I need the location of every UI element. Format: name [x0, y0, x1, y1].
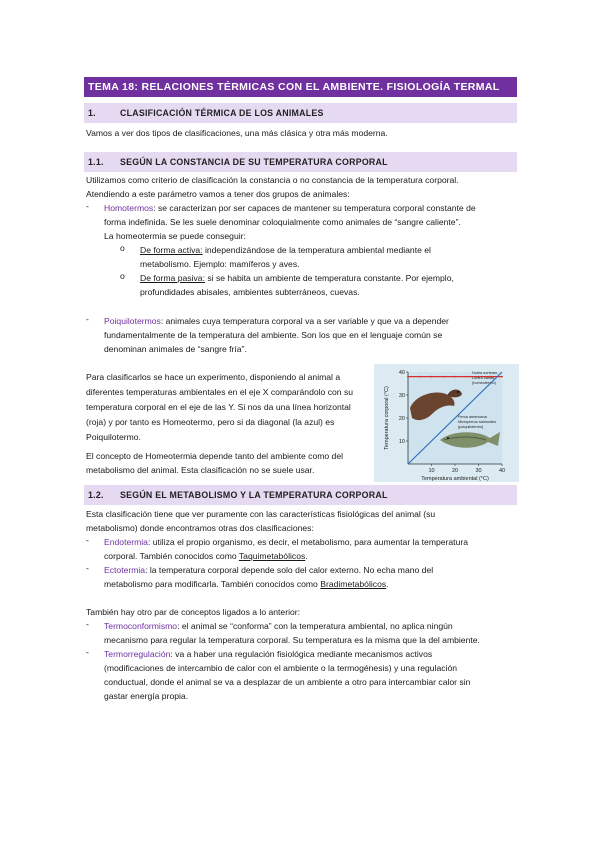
data-point [466, 376, 468, 378]
homotermos-term: Homotermos [104, 203, 154, 213]
data-point [431, 376, 433, 378]
data-point [442, 376, 444, 378]
y-tick-label: 40 [398, 370, 405, 376]
section-1-heading [84, 103, 517, 123]
concept-line: El concepto de Homeotermia depende tanto del ambiente como del [86, 451, 344, 461]
pasiva-term: De forma pasiva: [140, 273, 205, 283]
termoconformismo-term: Termoconformismo [104, 621, 178, 631]
series-label: Perca americana [458, 415, 487, 419]
x-tick-label: 20 [451, 468, 459, 474]
section-1-2-title: SEGÚN EL METABOLISMO Y LA TEMPERATURA CORPORAL [120, 490, 388, 500]
section-1-2-heading [84, 485, 517, 505]
ectotermia-line-2 [104, 577, 389, 591]
data-point [407, 376, 409, 378]
y-tick-label: 20 [398, 416, 405, 422]
taquimetabolicos-term: Taquimetabólicos [238, 551, 306, 561]
termorregulacion-term: Termorregulación [104, 649, 171, 659]
period: . [386, 579, 389, 589]
x-tick-label: 30 [475, 468, 482, 474]
experiment-line: temperatura corporal en el eje de las Y. Si nos da una línea horizontal [86, 402, 351, 412]
bullet-dash: - [86, 563, 89, 573]
series-label: Lontra canad. [472, 376, 496, 380]
pasiva-line-1 [140, 271, 454, 285]
bradimetabolicos-term: Bradimetabólicos [320, 579, 387, 589]
bullet-circle: o [120, 271, 125, 281]
paragraph: Esta clasificación tiene que ver puramente con las características fisiológicas del animal (su [86, 509, 436, 519]
endotermia-text: corporal. También conocidos como [104, 551, 239, 561]
activa-text: independizándose de la temperatura ambiental mediante el [202, 245, 431, 255]
x-axis-label: Temperatura ambiental (°C) [421, 476, 489, 482]
chapter-title: TEMA 18: RELACIONES TÉRMICAS CON EL AMBIENTE. FISIOLOGÍA TERMAL [84, 77, 517, 97]
section-1-2-number: 1.2. [88, 490, 104, 500]
poiquilotermos-line-3: denominan animales de “sangre fría”. [104, 344, 247, 354]
homotermos-text: : se caracterizan por ser capaces de mantener su temperatura corporal constante de [153, 203, 476, 213]
y-tick-label: 30 [398, 393, 405, 399]
termoconformismo-line-1 [104, 619, 453, 633]
poiquilotermos-term: Poiquilotermos [104, 316, 161, 326]
termorregulacion-text: : va a haber una regulación fisiológica mediante mecanismos activos [170, 649, 433, 659]
termorregulacion-line-4: gastar energía propia. [104, 691, 189, 701]
endotermia-line-2 [104, 549, 308, 563]
x-tick-label: 40 [498, 468, 506, 474]
termorregulacion-line-1 [104, 647, 432, 661]
bullet-dash: - [86, 201, 89, 211]
pasiva-text: si se habita un ambiente de temperatura constante. Por ejemplo, [204, 273, 454, 283]
paragraph: También hay otro par de conceptos ligados a lo anterior: [86, 607, 301, 617]
section-1-title: CLASIFICACIÓN TÉRMICA DE LOS ANIMALES [120, 108, 324, 118]
section-1-1-number: 1.1. [88, 157, 104, 167]
activa-line-2: metabolismo. Ejemplo: mamíferos y aves. [140, 259, 300, 269]
homotermos-line-1 [104, 201, 476, 215]
data-point [501, 376, 503, 378]
bullet-dash: - [86, 535, 89, 545]
homotermos-line-2: forma indefinida. Se les suele denominar coloquialmente como animales de “sangre caliente”. [104, 217, 461, 227]
activa-term: De forma activa: [140, 245, 203, 255]
experiment-line: (roja) y por tanto es Homeotermo, pero si da diagonal (la azul) es [86, 417, 335, 427]
series-label: (poiquilotermo) [458, 425, 484, 429]
x-tick-label: 10 [428, 468, 435, 474]
paragraph: metabolismo) donde encontramos otras dos clasificaciones: [86, 523, 314, 533]
series-label: (homeotermo) [472, 381, 496, 385]
poiquilotermos-text: : animales cuya temperatura corporal va a ser variable y que va a depender [160, 316, 449, 326]
poiquilotermos-line-1 [104, 314, 449, 328]
ectotermia-text: : la temperatura corporal depende solo del calor externo. No echa mano del [145, 565, 434, 575]
series-label: Micropterus salmoides [458, 420, 496, 424]
activa-line-1 [140, 243, 431, 257]
endotermia-text: : utiliza el propio organismo, es decir, el metabolismo, para aumentar la temperatura [147, 537, 468, 547]
endotermia-term: Endotermia [104, 537, 148, 547]
y-axis-label: Temperatura corporal (°C) [384, 386, 390, 450]
termoconformismo-line-2: mecanismo para regular la temperatura corporal. Su temperatura es la misma que la del ambiente. [104, 635, 480, 645]
experiment-line: diferentes temperaturas ambientales en el eje X comparándolo con su [86, 387, 354, 397]
data-point [419, 376, 421, 378]
ectotermia-text: metabolismo para modificarla. También conocidos como [104, 579, 321, 589]
experiment-line: Para clasificarlos se hace un experimento, disponiendo al animal a [86, 372, 341, 382]
period: . [305, 551, 308, 561]
pasiva-line-2: profundidades abisales, ambientes subterráneos, cuevas. [140, 287, 360, 297]
termoconformismo-text: : el animal se “conforma” con la temperatura ambiental, no aplica ningún [177, 621, 453, 631]
data-point [454, 376, 456, 378]
section-1-1-title: SEGÚN LA CONSTANCIA DE SU TEMPERATURA CORPORAL [120, 157, 388, 167]
bullet-dash: - [86, 619, 89, 629]
homotermos-line-3: La homeotermia se puede conseguir: [104, 231, 246, 241]
termorregulacion-line-2: (modificaciones de intercambio de calor con el ambiente o la termogénesis) y una regulación [104, 663, 458, 673]
section-1-number: 1. [88, 108, 96, 118]
paragraph: Atendiendo a este parámetro vamos a tener dos grupos de animales: [86, 189, 350, 199]
poiquilotermos-line-2: fundamentalmente de la temperatura del ambiente. Son los que en el lenguaje común se [104, 330, 443, 340]
thermal-classification-chart [374, 364, 519, 482]
series-label: Nutria norteam. [472, 371, 499, 375]
bullet-dash: - [86, 647, 89, 657]
experiment-line: Poiquilotermo. [86, 432, 141, 442]
bullet-dash: - [86, 314, 89, 324]
bullet-circle: o [120, 243, 125, 253]
paragraph: Utilizamos como criterio de clasificación la constancia o no constancia de la temperatura corporal. [86, 175, 459, 185]
ectotermia-line-1 [104, 563, 433, 577]
y-tick-label: 10 [398, 439, 405, 445]
endotermia-line-1 [104, 535, 468, 549]
concept-line: metabolismo del animal. Esta clasificación no se suele usar. [86, 465, 315, 475]
ectotermia-term: Ectotermia [104, 565, 146, 575]
section-1-intro: Vamos a ver dos tipos de clasificaciones, una más clásica y otra más moderna. [86, 128, 388, 138]
termorregulacion-line-3: conductual, donde el animal se va a desplazar de un ambiente a otro para intercambiar calor sin [104, 677, 471, 687]
section-1-1-heading [84, 152, 517, 172]
